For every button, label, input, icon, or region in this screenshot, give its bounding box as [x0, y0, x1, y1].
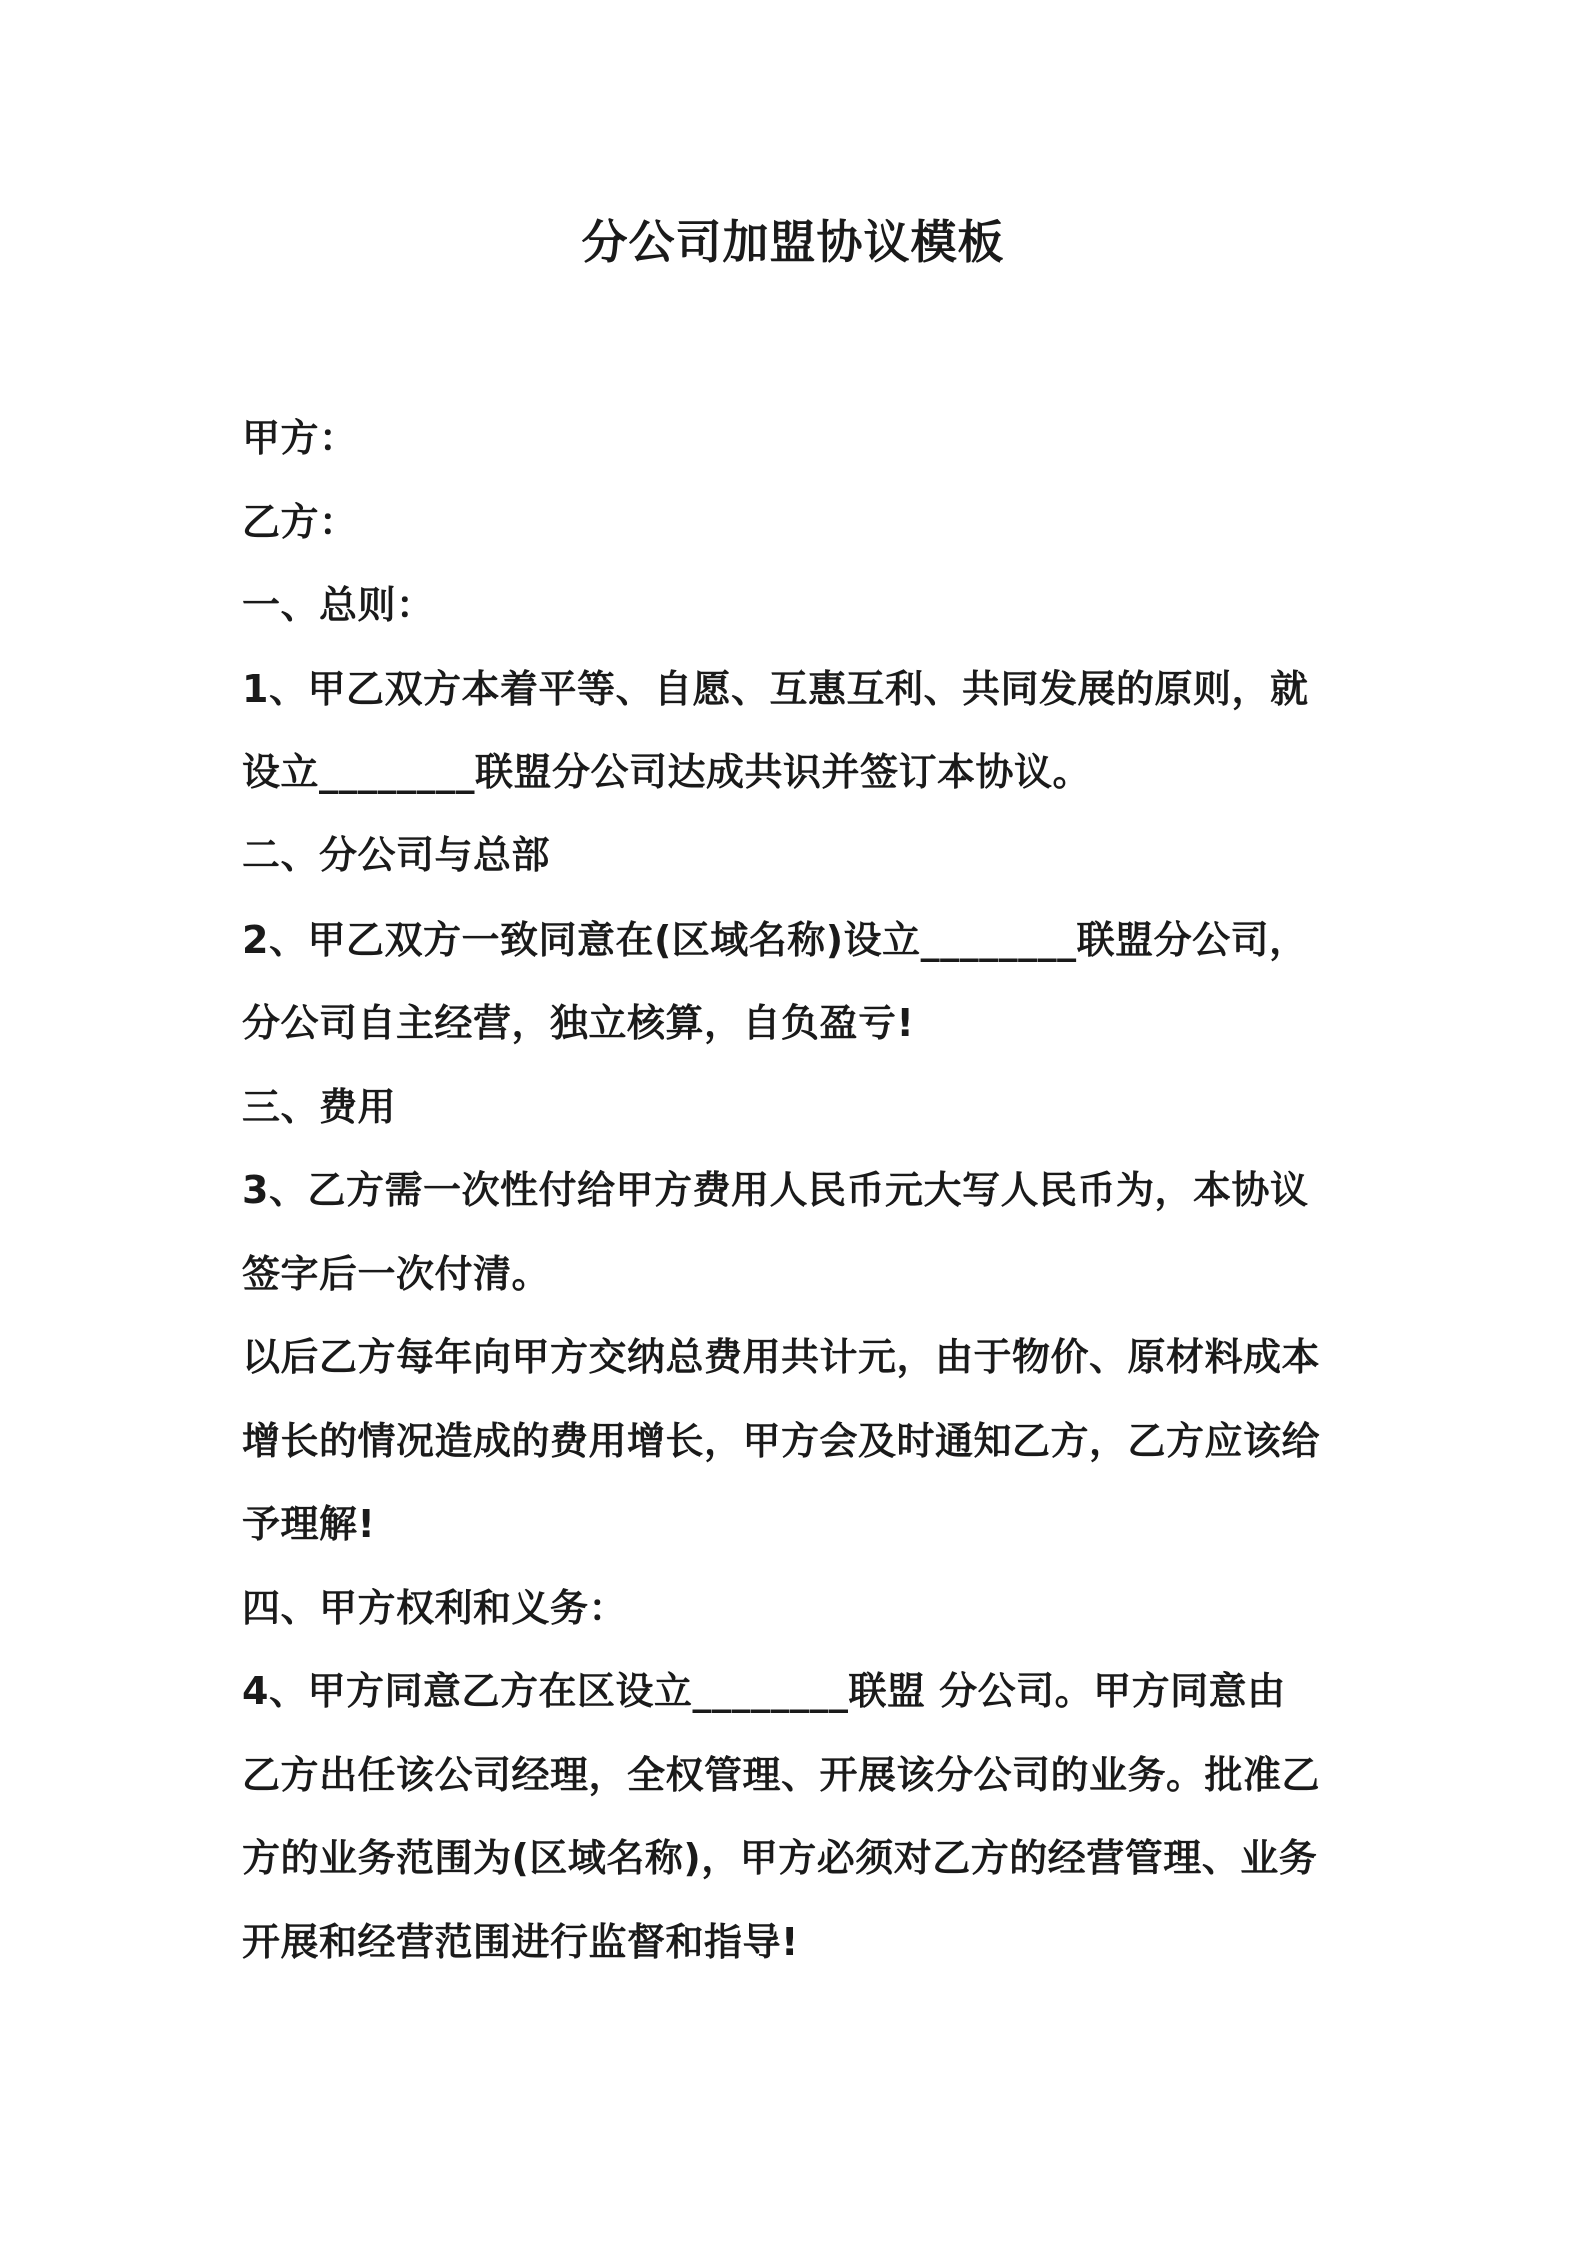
clause-4-line-1: 4、甲方同意乙方在区设立________联盟 分公司。甲方同意由 — [242, 1669, 1286, 1713]
annual-fee-line-1: 以后乙方每年向甲方交纳总费用共计元，由于物价、原材料成本 — [242, 1335, 1321, 1379]
clause-2-line-1: 2、甲乙双方一致同意在(区域名称)设立________联盟分公司， — [242, 918, 1308, 962]
annual-fee-line-2: 增长的情况造成的费用增长，甲方会及时通知乙方，乙方应该给 — [242, 1419, 1321, 1463]
annual-fee-line-3: 予理解! — [242, 1502, 376, 1546]
clause-3-line-2: 签字后一次付清。 — [242, 1252, 551, 1296]
clause-4-line-2: 乙方出任该公司经理，全权管理、开展该分公司的业务。批准乙 — [242, 1753, 1321, 1797]
clause-3-line-1: 3、乙方需一次性付给甲方费用人民币元大写人民币为，本协议 — [242, 1168, 1309, 1212]
clause-4-line-3: 方的业务范围为(区域名称)，甲方必须对乙方的经营管理、业务 — [242, 1836, 1318, 1880]
party-b-line: 乙方： — [242, 500, 358, 544]
clause-4-line-4: 开展和经营范围进行监督和指导! — [242, 1920, 799, 1964]
section-heading-branch: 二、分公司与总部 — [242, 833, 551, 877]
party-a-line: 甲方： — [242, 416, 358, 460]
section-heading-fees: 三、费用 — [242, 1085, 397, 1129]
document-title: 分公司加盟协议模板 — [581, 215, 1005, 269]
section-heading-party-a-rights: 四、甲方权利和义务： — [242, 1586, 628, 1630]
clause-2-line-2: 分公司自主经营，独立核算，自负盈亏! — [242, 1001, 915, 1045]
section-heading-general: 一、总则： — [242, 583, 435, 627]
clause-1-line-2: 设立________联盟分公司达成共识并签订本协议。 — [242, 750, 1092, 794]
clause-1-line-1: 1、甲乙双方本着平等、自愿、互惠互利、共同发展的原则，就 — [242, 667, 1309, 711]
